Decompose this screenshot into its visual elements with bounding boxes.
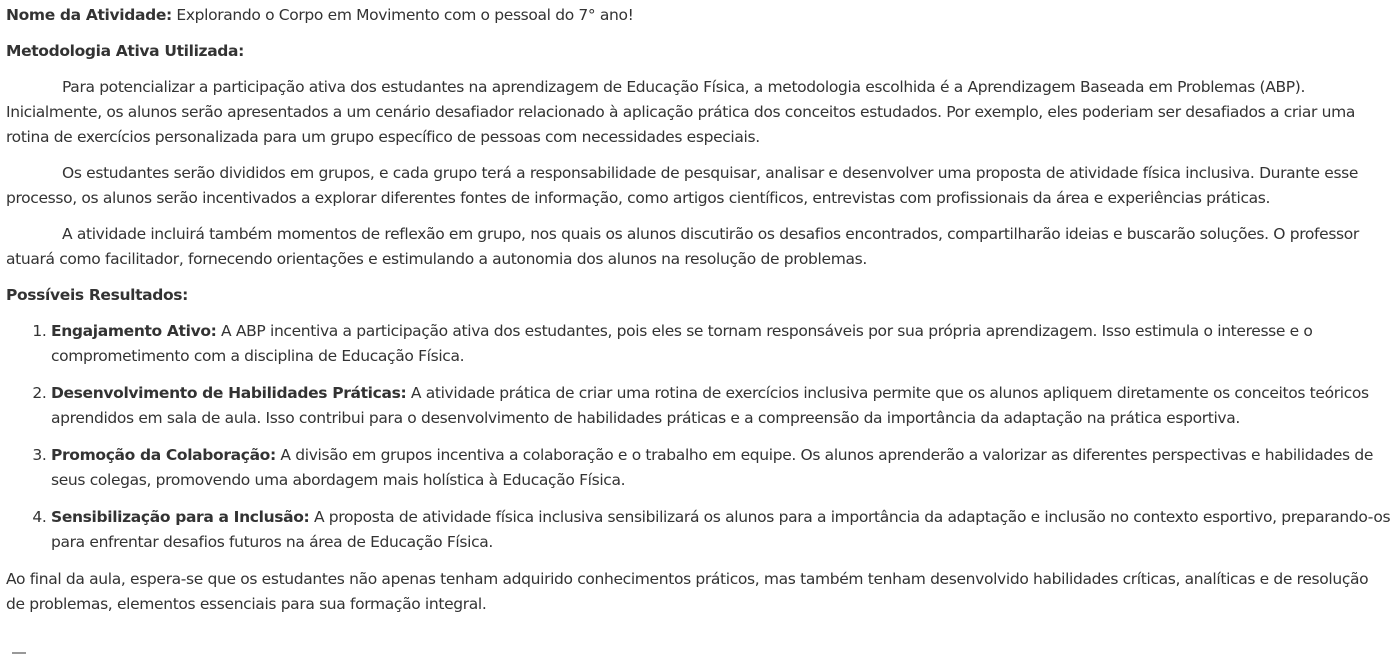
list-item: [51, 443, 1391, 493]
result-item-text: A atividade prática de criar uma rotina de exercícios inclusiva permite que os alunos apliquem diretamente os conceitos teóricos aprendidos em sala de aula. Isso contribui para o desenvolvimento de habilidades práticas e a compreensão da importância da adaptação na prática esportiva.: [51, 384, 1369, 427]
methodology-heading: [6, 39, 1391, 64]
result-item-text: A ABP incentiva a participação ativa dos estudantes, pois eles se tornam responsáveis por sua própria aprendizagem. Isso estimula o interesse e o comprometimento com a disciplina de Educação Física.: [51, 322, 1313, 365]
result-item-title: Desenvolvimento de Habilidades Práticas:: [51, 384, 407, 402]
methodology-paragraph-1: Para potencializar a participação ativa dos estudantes na aprendizagem de Educação Física, a metodologia escolhida é a Aprendizagem Baseada em Problemas (ABP). Inicialmente, os alunos serão apresentados a um cenário desafiador relacionado à aplicação prática dos conceitos estudados. Por exemplo, eles poderiam ser desafiados a criar uma rotina de exercícios personalizada para um grupo específico de pessoas com necessidades especiais.: [6, 78, 1355, 146]
results-heading-text: Possíveis Resultados:: [6, 286, 189, 304]
result-item-text: A divisão em grupos incentiva a colaboração e o trabalho em equipe. Os alunos aprenderão a valorizar as diferentes perspectivas e habilidades de seus colegas, promovendo uma abordagem mais holística à Educação Física.: [51, 446, 1374, 489]
methodology-paragraph-2: Os estudantes serão divididos em grupos, e cada grupo terá a responsabilidade de pesquisar, analisar e desenvolver uma proposta de atividade física inclusiva. Durante esse processo, os alunos serão incentivados a explorar diferentes fontes de informação, como artigos científicos, entrevistas com profissionais da área e experiências práticas.: [6, 164, 1359, 207]
results-list: [6, 319, 1391, 555]
result-item-title: Promoção da Colaboração:: [51, 446, 276, 464]
result-item-title: Sensibilização para a Inclusão:: [51, 508, 310, 526]
activity-name-label: Nome da Atividade:: [6, 6, 172, 24]
result-item-title: Engajamento Ativo:: [51, 322, 217, 340]
methodology-paragraph-3: A atividade incluirá também momentos de reflexão em grupo, nos quais os alunos discutirão os desafios encontrados, compartilharão ideias e buscarão soluções. O professor atuará como facilitador, fornecendo orientações e estimulando a autonomia dos alunos na resolução de problemas.: [6, 225, 1359, 268]
list-item: [51, 319, 1391, 369]
list-item: [51, 505, 1391, 555]
list-item: [51, 381, 1391, 431]
result-item-text: A proposta de atividade física inclusiva sensibilizará os alunos para a importância da adaptação e inclusão no contexto esportivo, preparando-os para enfrentar desafios futuros na área de Educação Física.: [51, 508, 1391, 551]
activity-name-value: Explorando o Corpo em Movimento com o pessoal do 7° ano!: [171, 6, 634, 24]
conclusion-paragraph: Ao final da aula, espera-se que os estudantes não apenas tenham adquirido conhecimentos práticos, mas também tenham desenvolvido habilidades críticas, analíticas e de resolução de problemas, elementos essenciais para sua formação integral.: [6, 570, 1369, 613]
activity-name-line: [6, 3, 1391, 28]
methodology-heading-text: Metodologia Ativa Utilizada:: [6, 42, 245, 60]
results-heading: [6, 283, 1391, 308]
divider: [12, 652, 26, 654]
